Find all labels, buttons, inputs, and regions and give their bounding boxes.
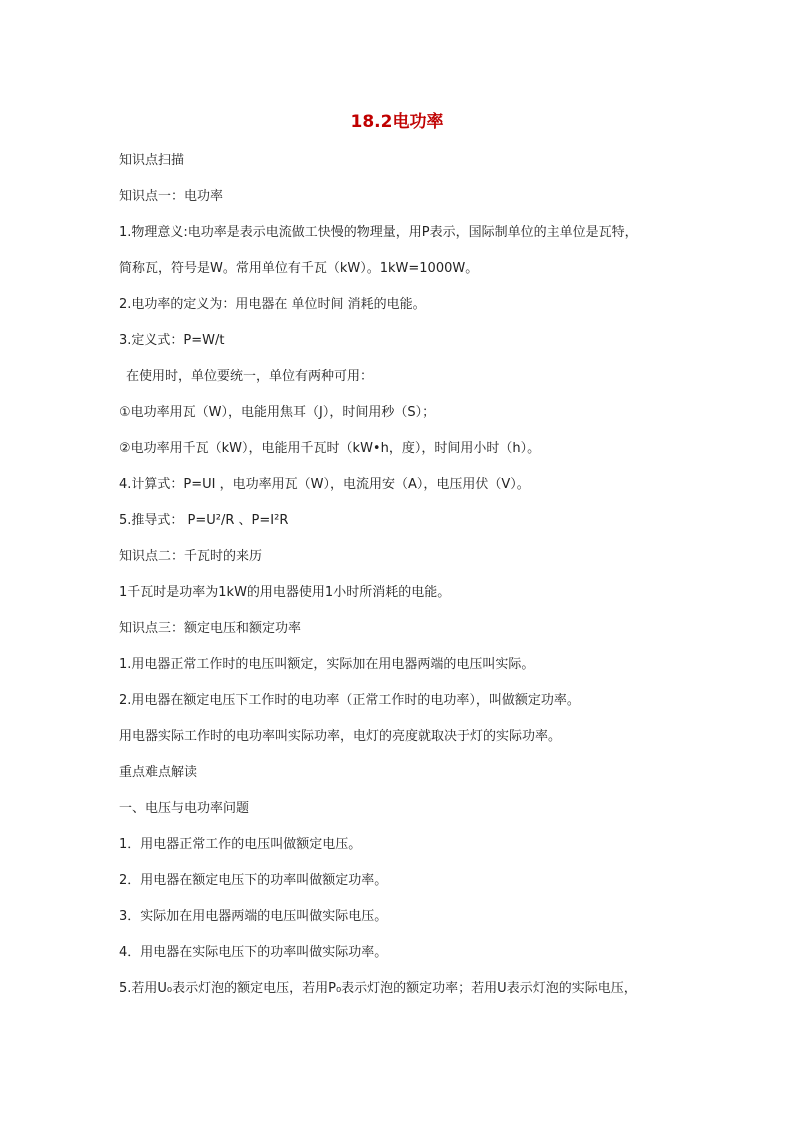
- text-line: 5.推导式： P=U²/R 、P=I²R: [119, 513, 289, 528]
- document-body: [119, 150, 679, 1014]
- text-line: 简称瓦，符号是W。常用单位有千瓦（kW）。1kW=1000W。: [119, 261, 479, 276]
- text-line: 知识点二：千瓦时的来历: [119, 549, 263, 564]
- text-line: ②电功率用千瓦（kW），电能用千瓦时（kW•h，度），时间用小时（h）。: [119, 441, 541, 456]
- text-line: 用电器实际工作时的电功率叫实际功率，电灯的亮度就取决于灯的实际功率。: [119, 729, 562, 744]
- text-line: 1．用电器正常工作的电压叫做额定电压。: [119, 837, 362, 852]
- text-line: 重点难点解读: [119, 765, 198, 780]
- text-line: 4.计算式：P=UI ，电功率用瓦（W），电流用安（A），电压用伏（V）。: [119, 477, 530, 492]
- text-line: 3.定义式：P=W/t: [119, 333, 225, 348]
- text-line: 知识点一：电功率: [119, 189, 224, 204]
- text-line: 2.用电器在额定电压下工作时的电功率（正常工作时的电功率），叫做额定功率。: [119, 693, 580, 708]
- page-title: 18.2电功率: [350, 112, 444, 132]
- text-line: 5.若用U₀表示灯泡的额定电压，若用P₀表示灯泡的额定功率；若用U表示灯泡的实际电压，: [119, 981, 637, 996]
- text-line: 一、电压与电功率问题: [119, 801, 250, 816]
- text-line: 2.电功率的定义为：用电器在 单位时间 消耗的电能。: [119, 297, 426, 312]
- text-line: 知识点三：额定电压和额定功率: [119, 621, 302, 636]
- text-line: 1千瓦时是功率为1kW的用电器使用1小时所消耗的电能。: [119, 585, 451, 600]
- text-line: 2．用电器在额定电压下的功率叫做额定功率。: [119, 873, 388, 888]
- text-line: ①电功率用瓦（W），电能用焦耳（J），时间用秒（S）；: [119, 405, 436, 420]
- text-line: 1.物理意义:电功率是表示电流做工快慢的物理量，用P表示，国际制单位的主单位是瓦特，: [119, 225, 638, 240]
- text-line: 在使用时，单位要统一，单位有两种可用：: [126, 369, 374, 384]
- text-line: 1.用电器正常工作时的电压叫额定，实际加在用电器两端的电压叫实际。: [119, 657, 535, 672]
- text-line: 知识点扫描: [119, 153, 185, 168]
- text-line: 3．实际加在用电器两端的电压叫做实际电压。: [119, 909, 388, 924]
- text-line: 4．用电器在实际电压下的功率叫做实际功率。: [119, 945, 388, 960]
